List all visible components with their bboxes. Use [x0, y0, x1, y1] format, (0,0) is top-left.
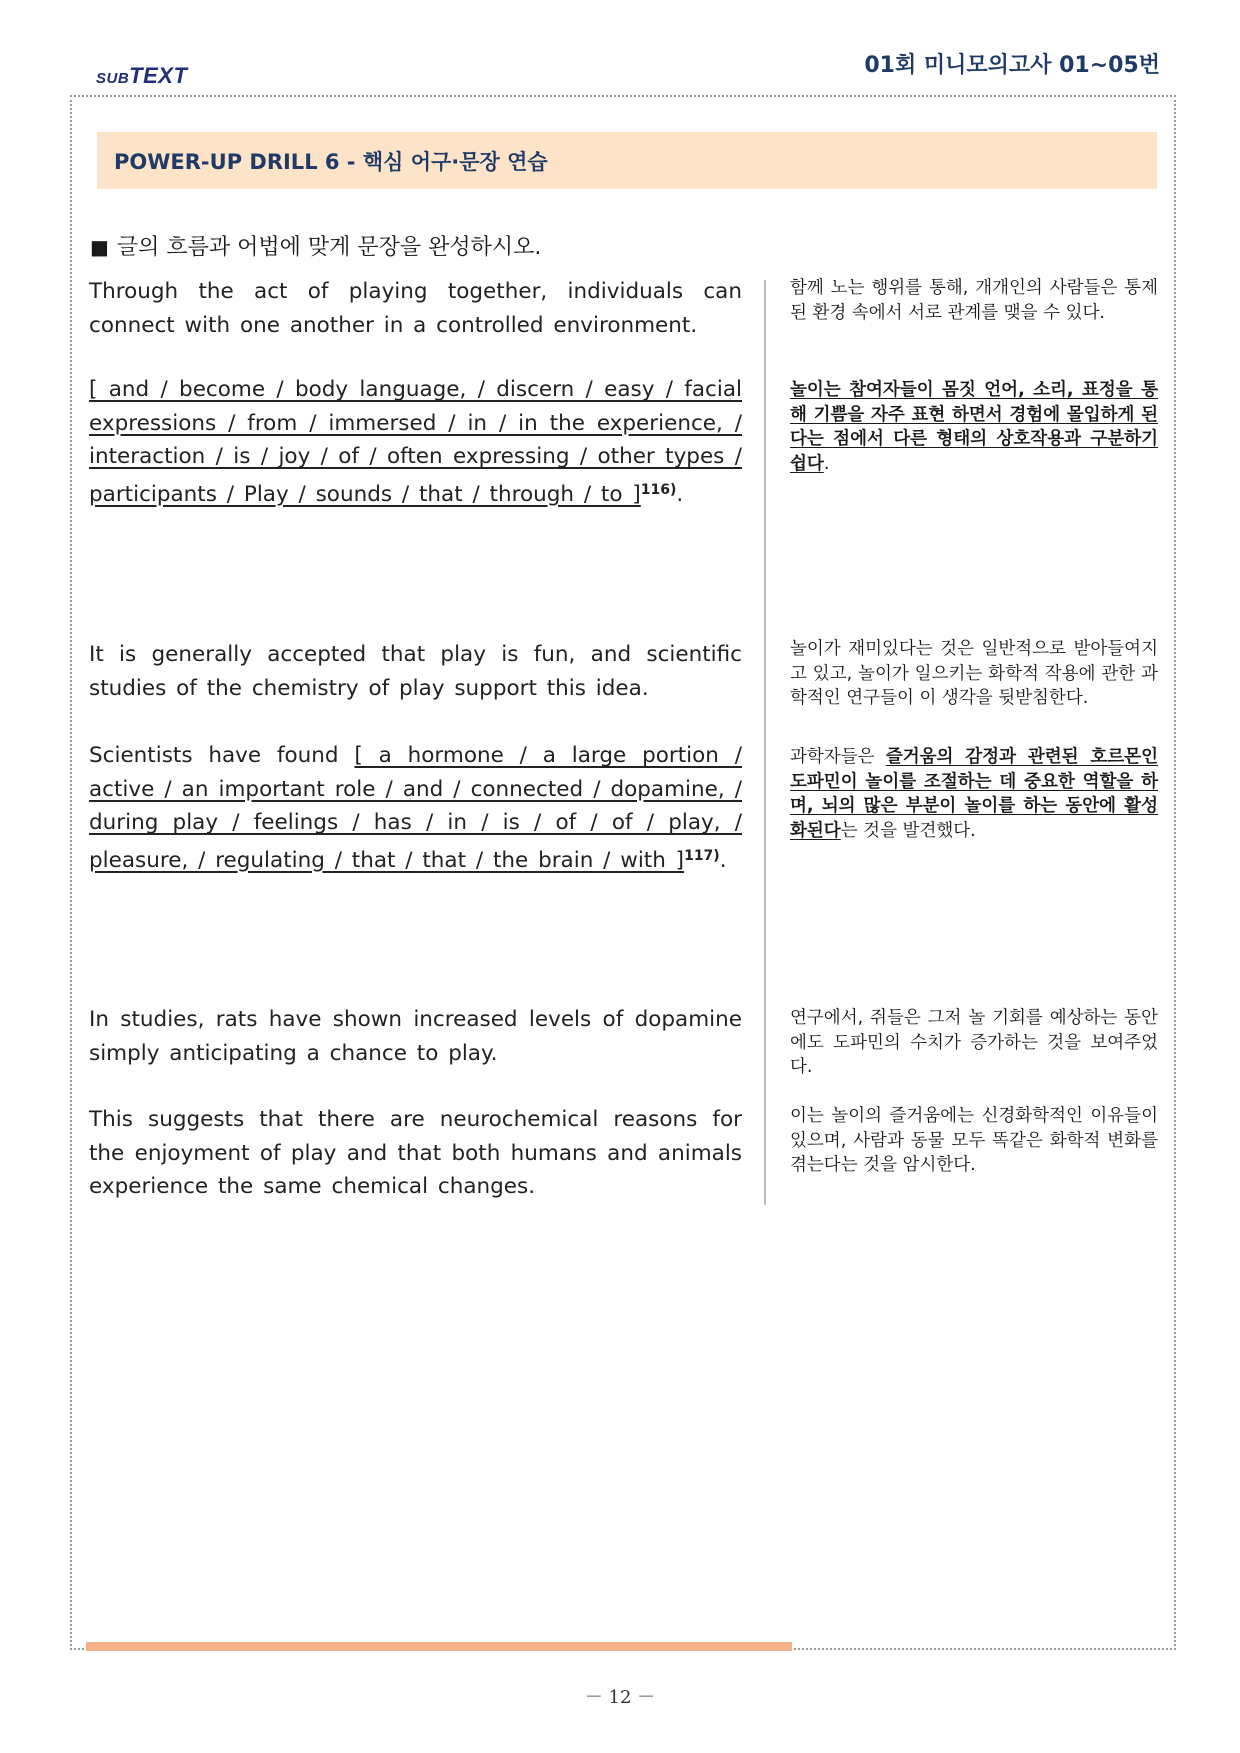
korean-target-117: 즐거움의 감정과 관련된 호르몬인 도파민이 놀이를 조절하는 데 중요한 역할을 하며, 뇌의 많은 부분이 놀이를 하는 동안에 활성화된다: [790, 747, 1158, 841]
korean-target-116: 놀이는 참여자들이 몸짓 언어, 소리, 표정을 통해 기쁨을 자주 표현 하면서 경험에 몰입하게 된다는 점에서 다른 형태의 상호작용과 구분하기 쉽다: [790, 380, 1158, 474]
drill-title-box: [97, 132, 1157, 189]
english-sentence-4: [89, 739, 742, 877]
korean-translation-2: [790, 378, 1158, 476]
sentence-end-4: .: [719, 847, 727, 873]
column-divider: [764, 280, 766, 1205]
subtext-logo: [96, 63, 187, 89]
english-pre-4: Scientists have found: [89, 743, 355, 768]
bottom-accent-bar: [86, 1642, 792, 1651]
korean-translation-1: 함께 노는 행위를 통해, 개개인의 사람들은 통제된 환경 속에서 서로 관계를 맺을 수 있다.: [790, 278, 1158, 323]
english-sentence-6: This suggests that there are neurochemical reasons for the enjoyment of play and that both humans and animals experience the same chemical changes.: [89, 1107, 742, 1199]
korean-translation-5: 연구에서, 쥐들은 그저 놀 기회를 예상하는 동안에도 도파민의 수치가 증가하는 것을 보여주었다.: [790, 1008, 1158, 1077]
question-number-116: 116): [640, 481, 677, 498]
logo-text: TEXT: [129, 63, 188, 88]
korean-translation-6: 이는 놀이의 즐거움에는 신경화학적인 이유들이 있으며, 사람과 동물 모두 똑같은 화학적 변화를 겪는다는 것을 암시한다.: [790, 1106, 1158, 1175]
korean-post-4: 는 것을 발견했다.: [840, 820, 976, 841]
korean-translation-3: 놀이가 재미있다는 것은 일반적으로 받아들여지고 있고, 놀이가 일으키는 화학적 작용에 관한 과학적인 연구들이 이 생각을 뒷받침한다.: [790, 639, 1158, 708]
question-number-117: 117): [684, 847, 720, 864]
sentence-end-2: .: [676, 481, 684, 507]
korean-post-2: .: [823, 453, 830, 474]
instruction-text: 글의 흐름과 어법에 맞게 문장을 완성하시오.: [116, 235, 542, 260]
page-number: － 12 －: [584, 1687, 656, 1708]
english-sentence-2: [89, 373, 742, 511]
english-sentence-5: In studies, rats have shown increased levels of dopamine simply anticipating a chance to play.: [89, 1007, 742, 1066]
word-bank-117: [ a hormone / a large portion / active / an important role / and / connected / dopamine, / during play / feelings / has / in / is / of / of / play, / pleasure, / regulating / that / that / the brain / with ]: [89, 743, 742, 873]
drill-title: POWER-UP DRILL 6 - 핵심 어구·문장 연습: [114, 149, 548, 174]
english-sentence-1: Through the act of playing together, individuals can connect with one another in a controlled environment.: [89, 279, 742, 338]
square-bullet-icon: ■: [90, 235, 109, 259]
word-bank-116: [ and / become / body language, / discern / easy / facial expressions / from / immersed / in / in the experience, / interaction / is / joy / of / often expressing / other types / participants / Play / sounds / that / through / to ]: [89, 377, 742, 507]
korean-pre-4: 과학자들은: [790, 747, 886, 767]
korean-translation-4: [790, 745, 1158, 843]
instruction: [90, 230, 541, 261]
logo-sub: SUB: [96, 70, 130, 87]
page-header-title: 01회 미니모의고사 01~05번: [864, 53, 1160, 78]
english-sentence-3: It is generally accepted that play is fun, and scientific studies of the chemistry of play support this idea.: [89, 642, 742, 701]
